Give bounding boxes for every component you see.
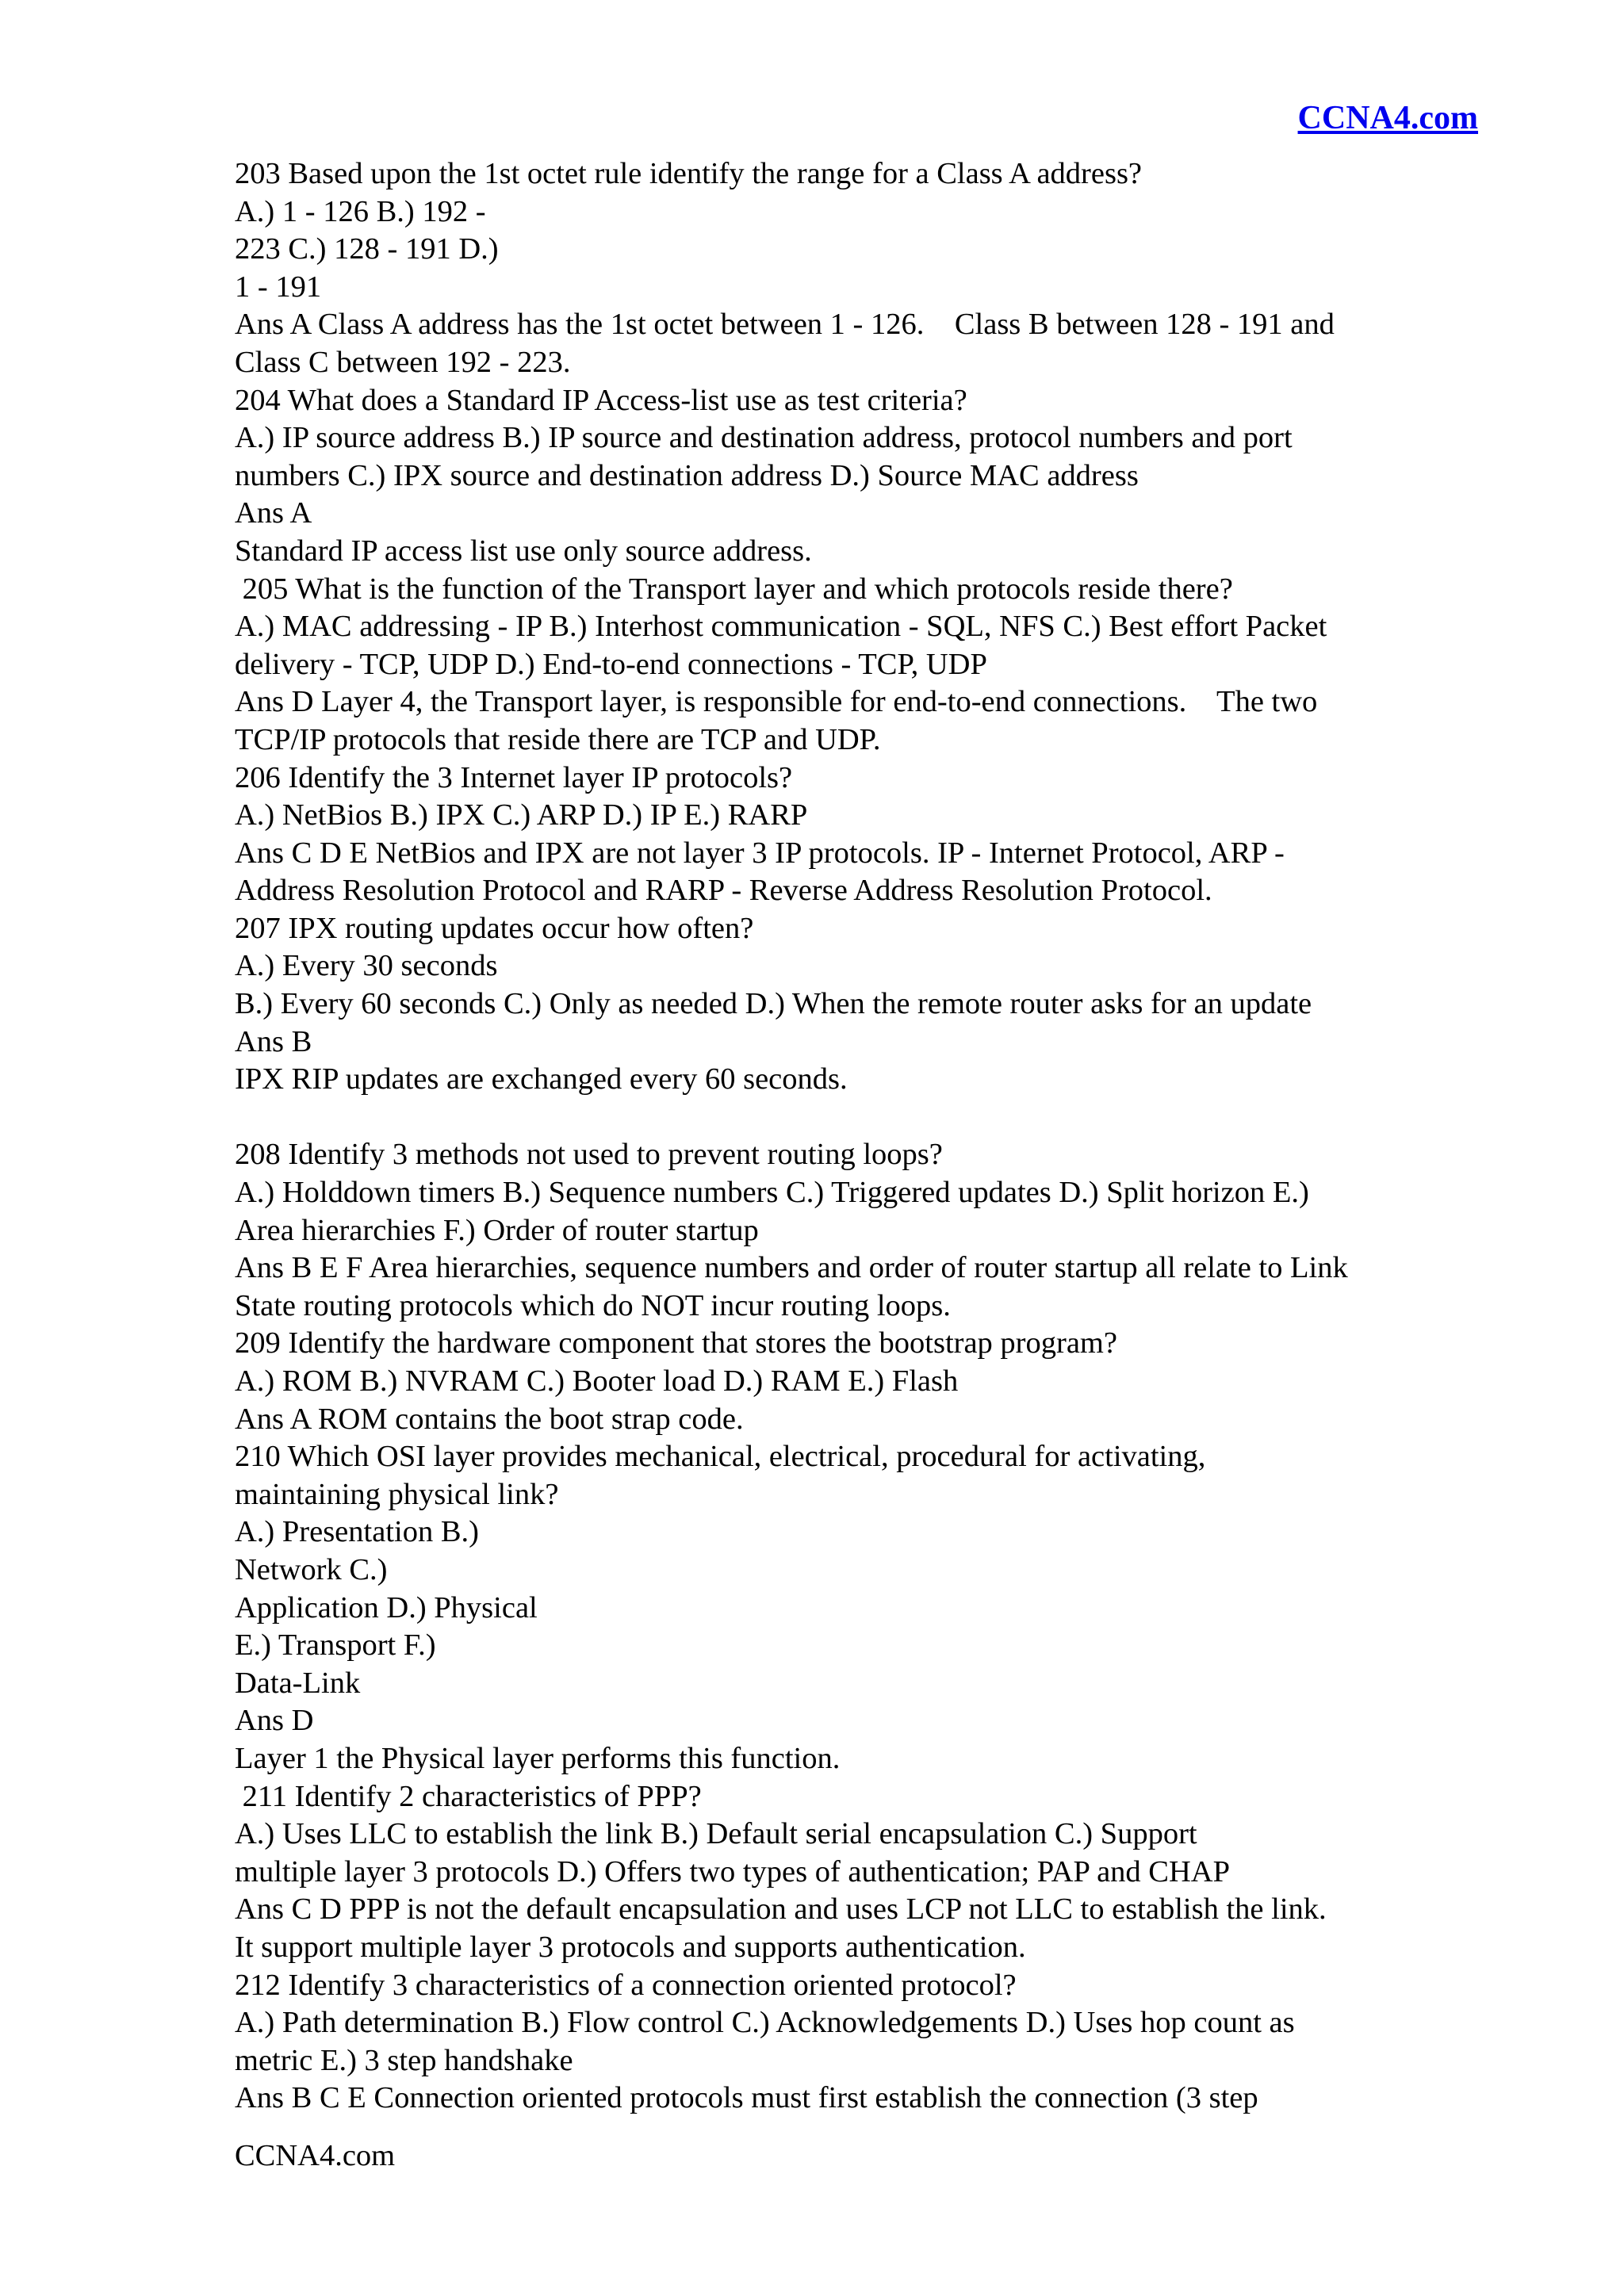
text-line: multiple layer 3 protocols D.) Offers two types of authentication; PAP and CHAP [235,1854,1231,1888]
text-line: Ans C D PPP is not the default encapsulation and uses LCP not LLC to establish the link. [235,1892,1327,1927]
text-line: A.) MAC addressing - IP B.) Interhost communication - SQL, NFS C.) Best effort Packet [235,610,1327,644]
text-line: Ans B C E Connection oriented protocols must first establish the connection (3 step [235,2081,1258,2115]
text-line: B.) Every 60 seconds C.) Only as needed D.) When the remote router asks for an update [235,987,1312,1021]
text-line: Layer 1 the Physical layer performs this function. [235,1741,841,1775]
text-line: Address Resolution Protocol and RARP - Reverse Address Resolution Protocol. [235,874,1212,908]
text-line: A.) Every 30 seconds [235,949,498,983]
text-line: Application D.) Physical [235,1590,538,1624]
header-site-link[interactable]: CCNA4.com [1297,100,1478,136]
text-line: IPX RIP updates are exchanged every 60 seconds. [235,1062,848,1096]
text-line: Class C between 192 - 223. [235,345,571,379]
text-line: State routing protocols which do NOT incur routing loops. [235,1288,951,1322]
text-line: Area hierarchies F.) Order of router startup [235,1213,759,1247]
text-line: Ans D [235,1704,314,1738]
text-line: 204 What does a Standard IP Access-list use as test criteria? [235,383,967,417]
text-line: Ans B [235,1024,312,1058]
text-line: Ans B E F Area hierarchies, sequence numbers and order of router startup all relate to Link [235,1251,1348,1285]
text-line: metric E.) 3 step handshake [235,2043,573,2077]
text-line: 211 Identify 2 characteristics of PPP? [235,1779,702,1813]
footer-site-name: CCNA4.com [235,2139,396,2172]
text-line: A.) IP source address B.) IP source and destination address, protocol numbers and port [235,421,1293,455]
text-line: A.) NetBios B.) IPX C.) ARP D.) IP E.) RARP [235,798,808,832]
text-line: 209 Identify the hardware component that stores the bootstrap program? [235,1326,1117,1360]
text-line: TCP/IP protocols that reside there are TCP and UDP. [235,722,881,756]
text-line: 205 What is the function of the Transport layer and which protocols reside there? [235,572,1233,606]
text-line: Ans A ROM contains the boot strap code. [235,1402,744,1436]
text-line: numbers C.) IPX source and destination address D.) Source MAC address [235,458,1139,492]
text-line: Network C.) [235,1552,388,1586]
text-line: E.) Transport F.) [235,1628,436,1663]
text-line: 223 C.) 128 - 191 D.) [235,232,499,266]
text-line: delivery - TCP, UDP D.) End-to-end connections - TCP, UDP [235,647,987,681]
text-line: 212 Identify 3 characteristics of a connection oriented protocol? [235,1968,1017,2002]
text-line: Data-Link [235,1666,361,1700]
text-line: A.) Holddown timers B.) Sequence numbers C.) Triggered updates D.) Split horizon E.) [235,1176,1309,1210]
text-line: 203 Based upon the 1st octet rule identify the range for a Class A address? [235,157,1143,190]
text-line: Ans A Class A address has the 1st octet between 1 - 126. Class B between 128 - 191 and [235,308,1335,342]
text-line: Ans A [235,496,312,530]
text-line: A.) ROM B.) NVRAM C.) Booter load D.) RAM E.) Flash [235,1364,959,1398]
text-line: A.) Uses LLC to establish the link B.) Default serial encapsulation C.) Support [235,1817,1197,1851]
text-line: Standard IP access list use only source address. [235,534,812,568]
text-line: A.) 1 - 126 B.) 192 - [235,194,486,228]
text-line: A.) Path determination B.) Flow control C.) Acknowledgements D.) Uses hop count as [235,2006,1295,2040]
text-line: 210 Which OSI layer provides mechanical, electrical, procedural for activating, [235,1440,1206,1474]
text-line: 206 Identify the 3 Internet layer IP protocols? [235,760,793,794]
document-body [235,155,1456,2118]
blank-line [235,1099,1456,1137]
text-line: 1 - 191 [235,270,322,304]
text-line: Ans D Layer 4, the Transport layer, is responsible for end-to-end connections. The two [235,685,1318,719]
text-line: It support multiple layer 3 protocols and supports authentication. [235,1930,1026,1964]
text-line: 207 IPX routing updates occur how often? [235,911,754,945]
text-line: Ans C D E NetBios and IPX are not layer 3 IP protocols. IP - Internet Protocol, ARP - [235,836,1285,870]
text-line: A.) Presentation B.) [235,1515,479,1549]
text-line: maintaining physical link? [235,1477,559,1511]
text-line: 208 Identify 3 methods not used to prevent routing loops? [235,1138,943,1172]
